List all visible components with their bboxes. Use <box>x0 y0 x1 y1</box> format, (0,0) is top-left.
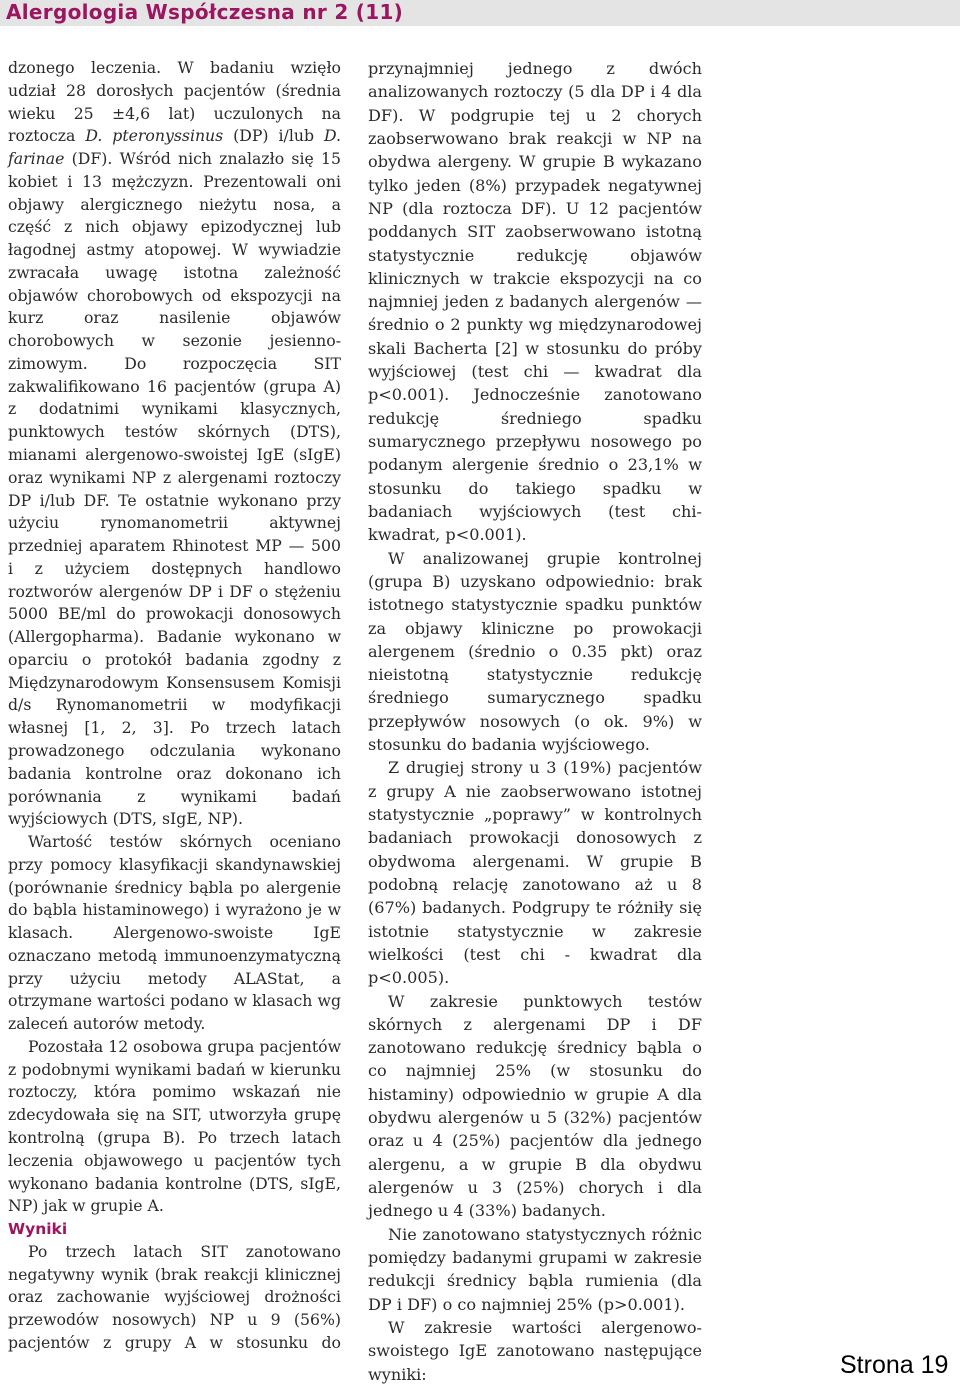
paragraph: Po trzech latach SIT zanotowano negatywny wynik (brak reakcji klinicznej oraz zachowanie wyjściowej drożności przewodów nosowych) NP u 9 (56%) pacjentów z grupy A w stosunku do <box>8 1241 341 1352</box>
paragraph: W zakresie punktowych testów skórnych z alergenami DP i DF zanotowano redukcję średnicy bąbla o co najmniej 25% (w stosunku do histaminy) odpowiednio w grupie A dla obydwu alergenów u 5 (32%) pacjentów oraz u 4 (25%) pacjentów dla jednego alergenu, a w grupie B dla obydwu alergenów u 3 (25%) chorych i dla jednego u 4 (33%) badanych. <box>368 991 702 1221</box>
paragraph: Z drugiej strony u 3 (19%) pacjentów z grupy A nie zaobserwowano istotnej statystycznie „poprawy” w kontrolnych badaniach prowokacji donosowych z obydwoma alergenami. W grupie B podobną relację zanotowano aż u 8 (67%) badanych. Podgrupy te różniły się istotnie statystycznie w zakresie wielkości (test chi - kwadrat dla p<0.005). <box>368 758 702 988</box>
right-text-column <box>368 57 702 1386</box>
page-number: Strona 19 <box>840 1351 949 1379</box>
paragraph: W analizowanej grupie kontrolnej (grupa B) uzyskano odpowiednio: brak istotnego statystycznie spadku punktów za objawy kliniczne po prowokacji alergenem (średnio o 0.35 pkt) oraz nieistotną statystycznie redukcję średniego sumarycznego spadku przepływów nosowych (o ok. 9%) w stosunku do badania wyjściowego. <box>368 548 702 755</box>
paragraph: W zakresie wartości alergenowo-swoistego IgE zanotowano następujące wyniki: <box>368 1317 702 1384</box>
journal-title: Alergologia Współczesna nr 2 (11) <box>6 0 404 24</box>
paragraph: dzonego leczenia. W badaniu wzięło udział 28 dorosłych pacjentów (średnia wieku 25 ±4,6 lat) uczulonych na roztocza D. pteronyssinus (DP) i/lub D. farinae (DF). Wśród nich znalazło się 15 kobiet i 13 mężczyzn. Prezentowali oni objawy alergicznego nieżytu nosa, a część z nich objawy epizodycznej lub łagodnej astmy atopowej. W wywiadzie zwracała uwagę istotna zależność objawów chorobowych od ekspozycji na kurz oraz nasilenie objawów chorobowych w sezonie jesienno-zimowym. Do rozpoczęcia SIT zakwalifikowano 16 pacjentów (grupa A) z dodatnimi wynikami klasycznych, punktowych testów skórnych (DTS), mianami alergenowo-swoistej IgE (sIgE) oraz wynikami NP z alergenami roztoczy DP i/lub DF. Te ostatnie wykonano przy użyciu rynomanometrii aktywnej przedniej aparatem Rhinotest MP — 500 i z użyciem dostępnych handlowo roztworów alergenów DP i DF o stężeniu 5000 BE/ml do prowokacji donosowych (Allergopharma). Badanie wykonano w oparciu o protokół badania zgodny z Międzynarodowym Konsensusem Komisji d/s Rynomanometrii w modyfikacji własnej [1, 2, 3]. Po trzech latach prowadzonego odczulania wykonano badania kontrolne oraz dokonano ich porównania z wynikami badań wyjściowych (DTS, sIgE, NP). <box>8 58 341 829</box>
paragraph: Nie zanotowano statystycznych różnic pomiędzy badanymi grupami w zakresie redukcji średnicy bąbla rumienia (dla DP i DF) o co najmniej 25% (p>0.001). <box>368 1224 702 1314</box>
paragraph: Wartość testów skórnych oceniano przy pomocy klasyfikacji skandynawskiej (porównanie średnicy bąbla po alergenie do bąbla histaminowego) i wyrażono je w klasach. Alergenowo-swoiste IgE oznaczano metodą immunoenzymatyczną przy użyciu metody ALAStat, a otrzymane wartości podano w klasach wg zaleceń autorów metody. <box>8 832 341 1034</box>
paragraph: Pozostała 12 osobowa grupa pacjentów z podobnymi wynikami badań w kierunku roztoczy, która pomimo wskazań nie zdecydowała się na SIT, utworzyła grupę kontrolną (grupa B). Po trzech latach leczenia objawowego u pacjentów tych wykonano badania kontrolne (DTS, sIgE, NP) jak w grupie A. <box>8 1036 341 1216</box>
left-text-column <box>8 57 341 1355</box>
section-heading-results: Wyniki <box>8 1220 68 1239</box>
paragraph: przynajmniej jednego z dwóch analizowanych roztoczy (5 dla DP i 4 dla DF). W podgrupie tej u 2 chorych zaobserwowano brak reakcji w NP na obydwa alergeny. W grupie B wykazano tylko jeden (8%) przypadek negatywnej NP (dla roztocza DF). U 12 pacjentów poddanych SIT zaobserwowano istotną statystycznie redukcję objawów klinicznych w trakcie ekspozycji na co najmniej jeden z badanych alergenów — średnio o 2 punkty wg międzynarodowej skali Bacherta [2] w stosunku do próby wyjściowej (test chi — kwadrat dla p<0.001). Jednocześnie zanotowano redukcję średniego spadku sumarycznego przepływu nosowego po podanym alergenie średnio o 23,1% w stosunku do takiego spadku w badaniach wyjściowych (test chi-kwadrat, p<0.001). <box>368 59 702 545</box>
